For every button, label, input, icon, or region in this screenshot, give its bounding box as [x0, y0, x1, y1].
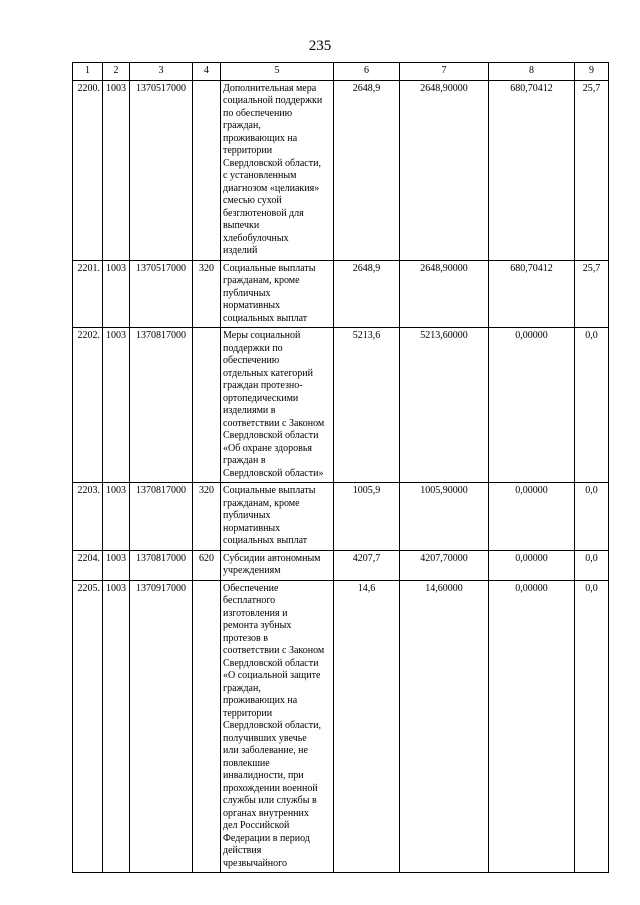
target-article-code: 1370817000: [130, 328, 193, 483]
row-name-line: изготовления и: [223, 607, 288, 619]
row-name-line: обеспечению: [223, 355, 280, 366]
execution-percent: 0,0: [575, 550, 609, 580]
row-name: [221, 580, 334, 873]
row-name-line: нормативных: [223, 522, 281, 534]
target-article-code: 1370517000: [130, 80, 193, 260]
column-header: 1: [73, 63, 103, 81]
row-name-line: ортопедическими: [223, 392, 299, 404]
column-header: 7: [400, 63, 489, 81]
plan-amount: 2648,9: [334, 260, 400, 328]
executed-amount: 0,00000: [489, 483, 575, 551]
table-row: [73, 80, 609, 260]
row-name-line: отдельных категорий: [223, 367, 314, 379]
column-header: 8: [489, 63, 575, 81]
row-name-line: службы или службы в: [223, 795, 317, 806]
expense-type-code: 320: [193, 260, 221, 328]
row-name-line: граждан протезно-: [223, 380, 303, 391]
plan-amount: 14,6: [334, 580, 400, 873]
row-name-line: или заболевание, не: [223, 745, 308, 756]
row-name-line: получивших увечье: [223, 732, 307, 744]
target-article-code: 1370817000: [130, 550, 193, 580]
row-name-line: выпечки: [223, 220, 260, 231]
section-code: 1003: [103, 483, 130, 551]
row-name-line: смесью сухой: [223, 195, 282, 206]
section-code: 1003: [103, 80, 130, 260]
row-name-line: нормативных: [223, 300, 281, 311]
row-name-line: ремонта зубных: [223, 620, 292, 631]
plan-amount: 4207,7: [334, 550, 400, 580]
column-header: 6: [334, 63, 400, 81]
execution-percent: 0,0: [575, 580, 609, 873]
row-name-line: Свердловской области»: [223, 467, 324, 479]
row-number: 2200.: [73, 80, 103, 260]
row-name-line: Федерации в период: [223, 832, 310, 844]
row-number: 2205.: [73, 580, 103, 873]
executed-amount: 0,00000: [489, 328, 575, 483]
row-name-line: Субсидии автономным: [223, 552, 321, 564]
approved-amount: 5213,60000: [400, 328, 489, 483]
row-name-line: «Об охране здоровья: [223, 442, 313, 454]
approved-amount: 2648,90000: [400, 260, 489, 328]
table-row: [73, 328, 609, 483]
row-name-line: с установленным: [223, 170, 297, 181]
executed-amount: 680,70412: [489, 80, 575, 260]
row-name: [221, 328, 334, 483]
row-name-line: Меры социальной: [223, 330, 301, 341]
row-name-line: Социальные выплаты: [223, 262, 316, 274]
expense-type-code: [193, 80, 221, 260]
row-name-line: Свердловской области: [223, 430, 319, 441]
row-name-line: поддержки по: [223, 342, 283, 354]
table-row: [73, 483, 609, 551]
executed-amount: 0,00000: [489, 580, 575, 873]
row-name-line: социальных выплат: [223, 535, 308, 546]
column-header: 5: [221, 63, 334, 81]
row-name-line: соответствии с Законом: [223, 645, 325, 656]
row-name-line: изделий: [223, 245, 258, 256]
row-name-line: безглютеновой для: [223, 207, 304, 219]
row-name-line: проживающих на: [223, 695, 298, 706]
execution-percent: 25,7: [575, 80, 609, 260]
row-name: [221, 483, 334, 551]
approved-amount: 14,60000: [400, 580, 489, 873]
target-article-code: 1370517000: [130, 260, 193, 328]
row-name-line: прохождении военной: [223, 782, 318, 794]
approved-amount: 1005,90000: [400, 483, 489, 551]
row-name-line: Обеспечение: [223, 582, 279, 594]
section-code: 1003: [103, 550, 130, 580]
execution-percent: 0,0: [575, 483, 609, 551]
row-name-line: изделиями в: [223, 405, 276, 416]
row-name-line: территории: [223, 707, 273, 719]
row-name-line: хлебобулочных: [223, 232, 289, 244]
row-name-line: действия: [223, 845, 262, 856]
column-header: 3: [130, 63, 193, 81]
approved-amount: 2648,90000: [400, 80, 489, 260]
row-name-line: повлекшие: [223, 757, 270, 769]
row-name-line: учреждениям: [223, 565, 281, 576]
row-name-line: по обеспечению: [223, 107, 293, 119]
section-code: 1003: [103, 580, 130, 873]
approved-amount: 4207,70000: [400, 550, 489, 580]
row-name-line: граждан,: [223, 682, 261, 694]
header-row: [73, 63, 609, 81]
row-name-line: чрезвычайного: [223, 857, 288, 869]
table-row: [73, 550, 609, 580]
row-name-line: бесплатного: [223, 595, 276, 606]
row-name-line: органах внутренних: [223, 807, 309, 819]
row-number: 2201.: [73, 260, 103, 328]
executed-amount: 680,70412: [489, 260, 575, 328]
execution-percent: 0,0: [575, 328, 609, 483]
row-name-line: «О социальной защите: [223, 670, 321, 681]
row-name-line: территории: [223, 145, 273, 156]
row-name-line: социальной поддержки: [223, 95, 323, 106]
expense-type-code: [193, 328, 221, 483]
table-row: [73, 580, 609, 873]
row-name-line: диагнозом «целиакия»: [223, 182, 320, 194]
section-code: 1003: [103, 260, 130, 328]
row-name-line: Свердловской области: [223, 657, 319, 669]
row-number: 2203.: [73, 483, 103, 551]
executed-amount: 0,00000: [489, 550, 575, 580]
section-code: 1003: [103, 328, 130, 483]
plan-amount: 1005,9: [334, 483, 400, 551]
expense-type-code: 620: [193, 550, 221, 580]
row-name-line: протезов в: [223, 632, 268, 644]
row-name-line: граждан в: [223, 455, 266, 466]
row-number: 2204.: [73, 550, 103, 580]
row-name-line: Свердловской области,: [223, 720, 321, 731]
row-number: 2202.: [73, 328, 103, 483]
plan-amount: 5213,6: [334, 328, 400, 483]
row-name-line: публичных: [223, 510, 271, 521]
budget-table: [72, 62, 609, 873]
row-name: [221, 550, 334, 580]
row-name-line: граждан,: [223, 120, 261, 131]
execution-percent: 25,7: [575, 260, 609, 328]
row-name-line: публичных: [223, 287, 271, 299]
target-article-code: 1370917000: [130, 580, 193, 873]
plan-amount: 2648,9: [334, 80, 400, 260]
target-article-code: 1370817000: [130, 483, 193, 551]
expense-type-code: 320: [193, 483, 221, 551]
column-header: 9: [575, 63, 609, 81]
row-name-line: инвалидности, при: [223, 770, 304, 781]
row-name-line: дел Российской: [223, 820, 290, 831]
column-header: 4: [193, 63, 221, 81]
row-name: [221, 260, 334, 328]
row-name-line: проживающих на: [223, 132, 298, 144]
table-row: [73, 260, 609, 328]
row-name: [221, 80, 334, 260]
column-header: 2: [103, 63, 130, 81]
expense-type-code: [193, 580, 221, 873]
row-name-line: гражданам, кроме: [223, 275, 300, 286]
row-name-line: Социальные выплаты: [223, 485, 316, 496]
row-name-line: социальных выплат: [223, 312, 308, 324]
page-number: 235: [308, 38, 332, 54]
row-name-line: соответствии с Законом: [223, 417, 325, 429]
row-name-line: Свердловской области,: [223, 157, 321, 169]
row-name-line: гражданам, кроме: [223, 497, 300, 509]
row-name-line: Дополнительная мера: [223, 82, 317, 94]
